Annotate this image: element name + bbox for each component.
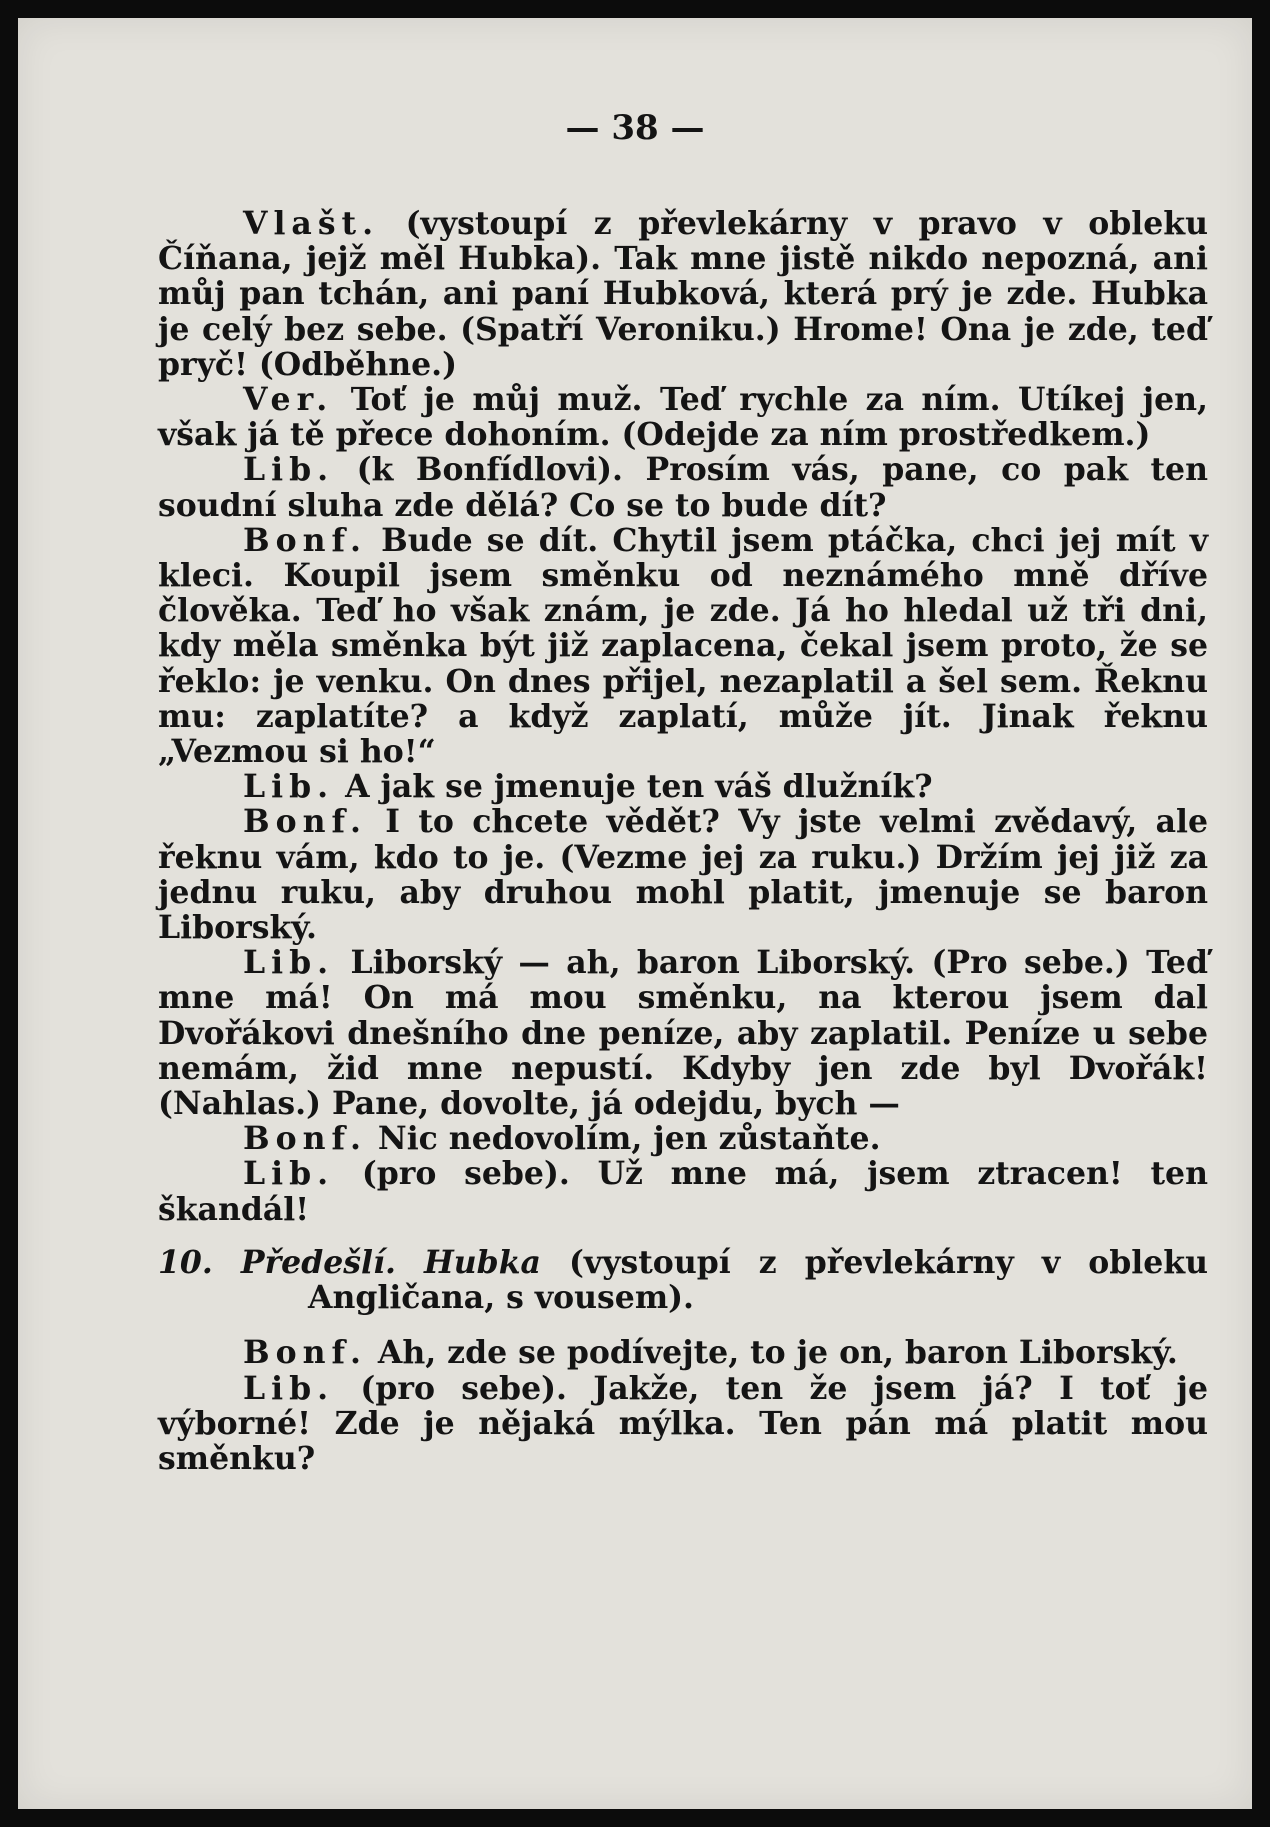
speaker-label: Lib. [243,944,335,982]
paragraph-bonf-2 [158,804,1208,945]
speaker-label: Ver. [243,381,334,419]
scene-characters: Předešlí. [240,1243,396,1281]
speech-text: (pro sebe). Jakže, ten že jsem já? I toť je výborné! Zde je nějaká mýlka. Ten pán má platit mou směnku? [158,1369,1208,1477]
paragraph-ver [158,382,1208,452]
speaker-label: Vlašt. [243,205,380,242]
speech-text: Toť je můj muž. Teď rychle za ním. Utíkej jen, však já tě přece dohoním. (Odejde za ním prostředkem.) [158,381,1208,454]
page-body [158,206,1208,1476]
paragraph-lib-2 [158,769,1208,804]
speech-text: (vystoupí z převlekárny v pravo v obleku Číňana, jejž měl Hubka). Tak mne jistě nikdo nepozná, ani můj pan tchán, ani paní Hubková, která prý je zde. Hubka je celý bez sebe. (Spatří Veroniku.) Hrome! Ona je zde, teď pryč! (Odběhne.) [158,205,1208,383]
paragraph-vlast [158,206,1208,382]
paragraph-lib-1 [158,452,1208,522]
scene-heading [158,1245,1208,1315]
stage-direction: (vystoupí z převlekárny v obleku Angličana, s vousem). [308,1243,1208,1317]
speech-text: Liborský — ah, baron Liborský. (Pro sebe.) Teď mne má! On má mou směnku, na kterou jsem dal Dvořákovi dnešního dne peníze, aby zaplatil. Peníze u sebe nemám, žid mne nepustí. Kdyby jen zde byl Dvořák! (Nahlas.) Pane, dovolte, já odejdu, bych — [158,944,1208,1123]
speech-text: A jak se jmenuje ten váš dlužník? [334,768,933,806]
speaker-label: Bonf. [243,803,367,841]
scene-character-entering: Hubka [424,1243,541,1281]
paragraph-lib-5 [158,1371,1208,1477]
speaker-label: Bonf. [243,1120,367,1158]
paragraph-lib-3 [158,945,1208,1121]
speech-text: I to chcete vědět? Vy jste velmi zvědavý, ale řeknu vám, kdo to je. (Vezme jej za ruku.) Držím jej již za jednu ruku, aby druhou mohl platit, jmenuje se baron Liborský. [158,803,1208,947]
scene-number: 10. [158,1243,213,1281]
speech-text: Bude se dít. Chytil jsem ptáčka, chci jej mít v kleci. Koupil jsem směnku od neznámého mně dříve člověka. Teď ho však znám, je zde. Já ho hledal už tři dni, kdy měla směnka být již zaplacena, čekal jsem proto, že se řeklo: je venku. On dnes přijel, nezaplatil a šel sem. Řeknu mu: zaplatíte? a když zaplatí, může jít. Jinak řeknu „Vezmou si ho!“ [158,521,1208,771]
speaker-label: Lib. [243,768,335,806]
speech-text: (pro sebe). Už mne má, jsem ztracen! ten škandál! [158,1155,1208,1228]
paragraph-bonf-1 [158,523,1208,769]
book-page [18,18,1252,1809]
speaker-label: Lib. [243,451,335,489]
speech-text: (k Bonfídlovi). Prosím vás, pane, co pak ten soudní sluha zde dělá? Co se to bude dít? [158,451,1208,524]
speaker-label: Lib. [243,1369,335,1407]
speech-text: Nic nedovolím, jen zůstaňte. [366,1120,881,1158]
paragraph-lib-4 [158,1156,1208,1226]
speaker-label: Bonf. [243,521,367,559]
speaker-label: Lib. [243,1155,335,1193]
speech-text: Ah, zde se podívejte, to je on, baron Liborský. [366,1334,1178,1372]
paragraph-bonf-4 [158,1335,1208,1370]
speaker-label: Bonf. [243,1334,367,1372]
paragraph-bonf-3 [158,1121,1208,1156]
page-number: — 38 — [565,108,705,148]
